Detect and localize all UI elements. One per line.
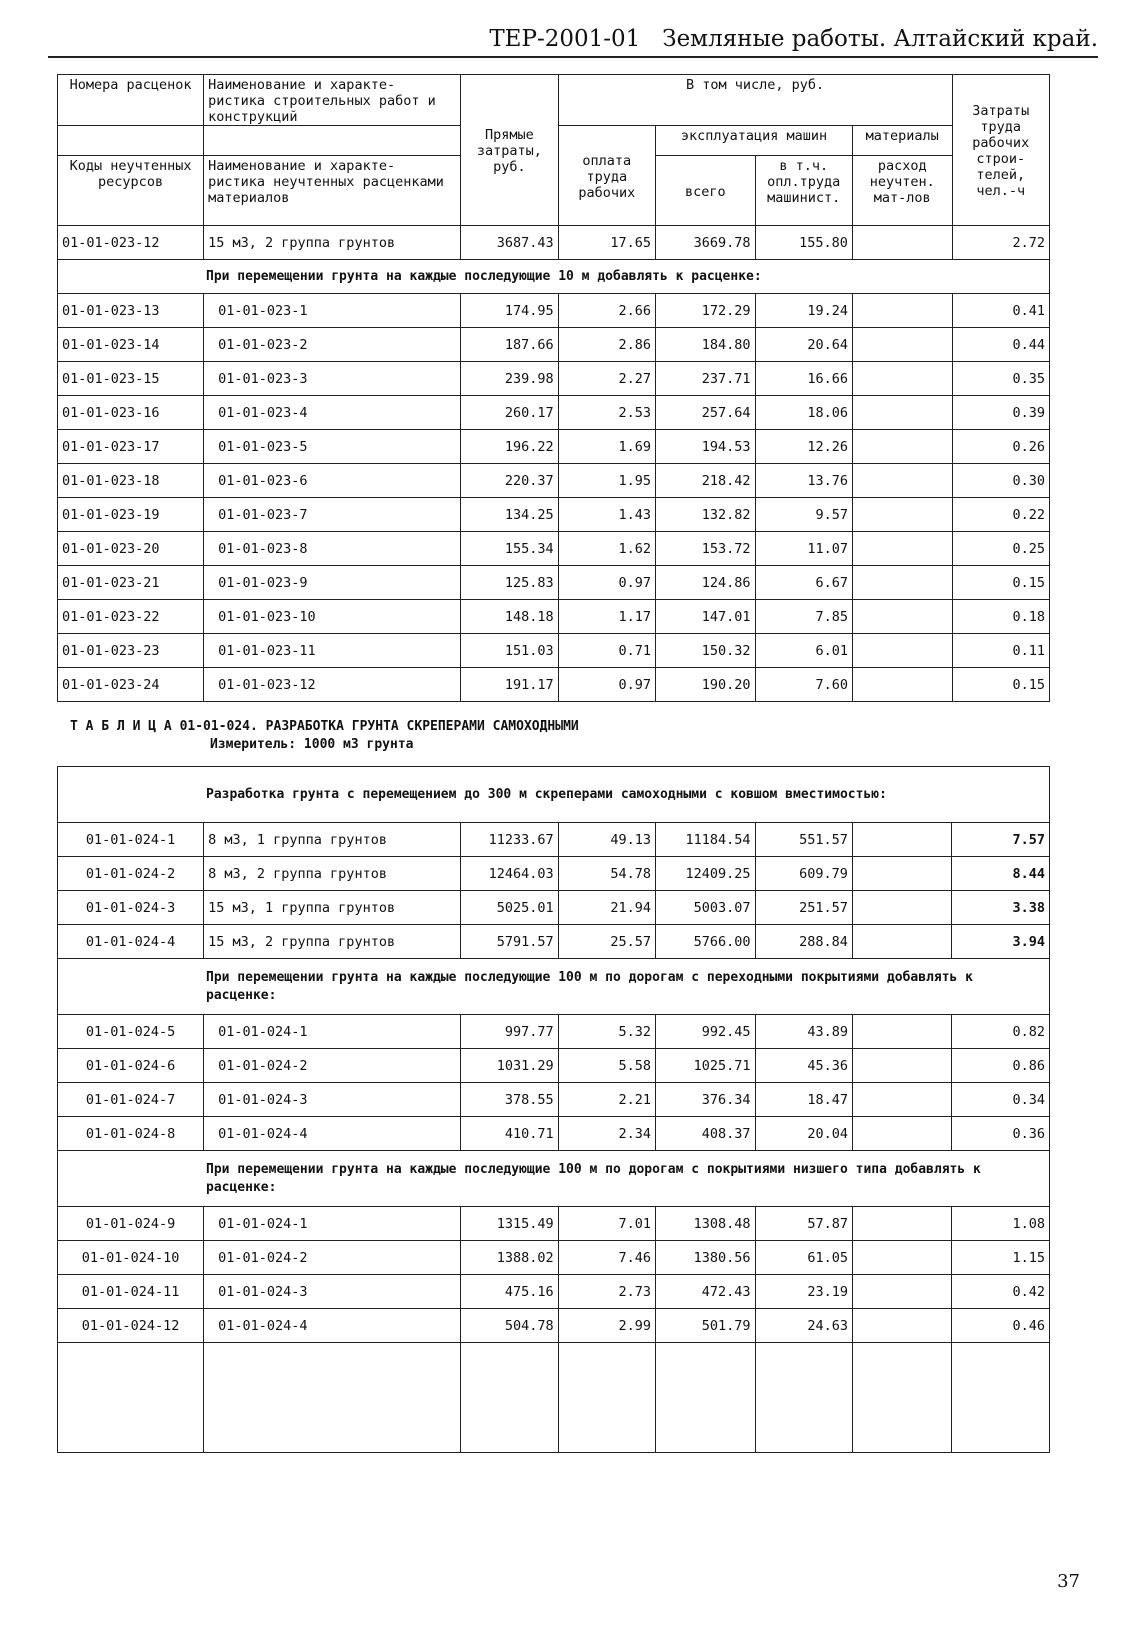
cell-pay: 2.66 <box>558 294 655 328</box>
cell-name: 01-01-024-1 <box>204 1207 461 1241</box>
cell-pay: 1.69 <box>558 430 655 464</box>
cell-labor: 0.26 <box>952 430 1050 464</box>
cell-name: 01-01-023-8 <box>204 532 461 566</box>
col-incl: В том числе, руб. <box>558 75 952 126</box>
table-row <box>58 362 1050 396</box>
cell-direct: 260.17 <box>461 396 558 430</box>
cell-direct: 11233.67 <box>461 823 558 857</box>
cell-code: 01-01-023-13 <box>58 294 204 328</box>
cell-direct: 187.66 <box>461 328 558 362</box>
table-row <box>58 464 1050 498</box>
cell-mach: 184.80 <box>656 328 756 362</box>
cell-pay: 0.71 <box>558 634 655 668</box>
cell-driver: 16.66 <box>755 362 852 396</box>
cell-driver: 11.07 <box>755 532 852 566</box>
cell-code: 01-01-024-4 <box>58 925 204 959</box>
cell-driver: 288.84 <box>755 925 852 959</box>
cell-pay: 1.17 <box>558 600 655 634</box>
cell-driver: 18.47 <box>755 1083 852 1117</box>
table-row <box>58 891 1050 925</box>
cell-pay: 2.34 <box>558 1117 655 1151</box>
cell-mach: 11184.54 <box>656 823 756 857</box>
cell-driver: 20.64 <box>755 328 852 362</box>
cell-name: 8 м3, 2 группа грунтов <box>204 857 461 891</box>
cell-name: 01-01-024-4 <box>204 1309 461 1343</box>
cell-labor: 3.38 <box>952 891 1050 925</box>
cell-direct: 151.03 <box>461 634 558 668</box>
cell-labor: 0.34 <box>952 1083 1050 1117</box>
cell-labor: 0.30 <box>952 464 1050 498</box>
table-row <box>58 1083 1050 1117</box>
cell-driver: 23.19 <box>755 1275 852 1309</box>
table-row <box>58 1015 1050 1049</box>
cell-name: 01-01-024-2 <box>204 1049 461 1083</box>
cell-code: 01-01-024-1 <box>58 823 204 857</box>
cell-driver: 20.04 <box>755 1117 852 1151</box>
cell-labor: 1.15 <box>952 1241 1050 1275</box>
cell-direct: 125.83 <box>461 566 558 600</box>
cell-pay: 21.94 <box>558 891 655 925</box>
col-mach-driver: в т.ч. опл.труда машинист. <box>755 156 852 226</box>
cell-code: 01-01-024-6 <box>58 1049 204 1083</box>
cell-code: 01-01-024-2 <box>58 857 204 891</box>
cell-labor: 0.42 <box>952 1275 1050 1309</box>
cell-mach: 218.42 <box>656 464 756 498</box>
cell-labor: 8.44 <box>952 857 1050 891</box>
table-row <box>58 1241 1050 1275</box>
cell-labor: 0.15 <box>952 668 1050 702</box>
cell-name: 01-01-023-4 <box>204 396 461 430</box>
cell-direct: 220.37 <box>461 464 558 498</box>
cell-driver: 45.36 <box>755 1049 852 1083</box>
col-machines: эксплуатация машин <box>656 126 853 156</box>
table-row: 01-01-023-12 15 м3, 2 группа грунтов 3687.43 17.65 3669.78 155.80 2.72 <box>58 226 1050 260</box>
cell-driver: 12.26 <box>755 430 852 464</box>
rates-table-024 <box>57 766 1050 1453</box>
cell-name: 01-01-024-3 <box>204 1275 461 1309</box>
cell-mach: 501.79 <box>656 1309 756 1343</box>
cell-direct: 196.22 <box>461 430 558 464</box>
cell-name: 01-01-023-1 <box>204 294 461 328</box>
cell-mach: 12409.25 <box>656 857 756 891</box>
cell-direct: 410.71 <box>461 1117 558 1151</box>
cell-pay: 5.58 <box>558 1049 655 1083</box>
table-row <box>58 1275 1050 1309</box>
cell-driver: 6.01 <box>755 634 852 668</box>
cell-driver: 19.24 <box>755 294 852 328</box>
cell-code: 01-01-023-19 <box>58 498 204 532</box>
cell-labor: 0.18 <box>952 600 1050 634</box>
cell-code: 01-01-024-12 <box>58 1309 204 1343</box>
cell-driver: 6.67 <box>755 566 852 600</box>
col-resource-name: Наименование и характе- ристика неучтенных расценками материалов <box>204 156 461 226</box>
table-row <box>58 1049 1050 1083</box>
cell-driver: 609.79 <box>755 857 852 891</box>
empty-row <box>58 1343 1050 1453</box>
cell-labor: 0.39 <box>952 396 1050 430</box>
cell-labor: 0.41 <box>952 294 1050 328</box>
cell-mach: 257.64 <box>656 396 756 430</box>
cell-code: 01-01-023-24 <box>58 668 204 702</box>
col-codes: Коды неучтенных ресурсов <box>58 156 204 226</box>
cell-pay: 2.27 <box>558 362 655 396</box>
table-row <box>58 600 1050 634</box>
cell-mach: 237.71 <box>656 362 756 396</box>
cell-mach: 1380.56 <box>656 1241 756 1275</box>
cell-direct: 997.77 <box>461 1015 558 1049</box>
col-direct-costs: Прямые затраты, руб. <box>461 75 558 226</box>
cell-direct: 155.34 <box>461 532 558 566</box>
cell-code: 01-01-024-10 <box>58 1241 204 1275</box>
cell-name: 01-01-023-12 <box>204 668 461 702</box>
cell-mach: 153.72 <box>656 532 756 566</box>
cell-driver: 7.85 <box>755 600 852 634</box>
cell-code: 01-01-023-14 <box>58 328 204 362</box>
cell-labor: 0.11 <box>952 634 1050 668</box>
table-row <box>58 823 1050 857</box>
cell-name: 01-01-023-11 <box>204 634 461 668</box>
page-header <box>48 22 1098 58</box>
cell-driver: 13.76 <box>755 464 852 498</box>
cell-direct: 378.55 <box>461 1083 558 1117</box>
table-row <box>58 1309 1050 1343</box>
cell-driver: 43.89 <box>755 1015 852 1049</box>
col-labor: Затраты труда рабочих строи- телей, чел.-ч <box>952 75 1050 226</box>
cell-name: 01-01-024-1 <box>204 1015 461 1049</box>
section-note: При перемещении грунта на каждые последующие 10 м добавлять к расценке: <box>58 260 1050 294</box>
cell-pay: 1.43 <box>558 498 655 532</box>
table-caption: Т А Б Л И Ц А 01-01-024. РАЗРАБОТКА ГРУНТА СКРЕПЕРАМИ САМОХОДНЫМИ Измеритель: 1000 м3 грунта <box>70 719 579 752</box>
cell-name: 01-01-023-10 <box>204 600 461 634</box>
cell-code: 01-01-023-16 <box>58 396 204 430</box>
table-row <box>58 668 1050 702</box>
cell-direct: 475.16 <box>461 1275 558 1309</box>
cell-direct: 1031.29 <box>461 1049 558 1083</box>
cell-mach: 194.53 <box>656 430 756 464</box>
section-note: Разработка грунта с перемещением до 300 м скреперами самоходными с ковшом вместимостью: <box>58 767 1050 823</box>
table-row <box>58 1117 1050 1151</box>
cell-pay: 5.32 <box>558 1015 655 1049</box>
cell-mach: 5003.07 <box>656 891 756 925</box>
cell-labor: 0.46 <box>952 1309 1050 1343</box>
cell-labor: 0.22 <box>952 498 1050 532</box>
cell-direct: 174.95 <box>461 294 558 328</box>
table-row <box>58 1207 1050 1241</box>
header-row-1 <box>58 75 1050 126</box>
cell-driver: 251.57 <box>755 891 852 925</box>
col-mach-total: всего <box>656 156 756 226</box>
cell-name: 01-01-024-2 <box>204 1241 461 1275</box>
cell-name: 01-01-023-9 <box>204 566 461 600</box>
cell-mach: 1025.71 <box>656 1049 756 1083</box>
cell-code: 01-01-023-17 <box>58 430 204 464</box>
cell-pay: 7.46 <box>558 1241 655 1275</box>
cell-name: 01-01-023-5 <box>204 430 461 464</box>
cell-name: 01-01-024-3 <box>204 1083 461 1117</box>
cell-labor: 7.57 <box>952 823 1050 857</box>
cell-driver: 18.06 <box>755 396 852 430</box>
cell-pay: 2.86 <box>558 328 655 362</box>
cell-mach: 1308.48 <box>656 1207 756 1241</box>
cell-direct: 5025.01 <box>461 891 558 925</box>
cell-code: 01-01-023-20 <box>58 532 204 566</box>
col-rate-name: Наименование и характе- ристика строительных работ и конструкций <box>204 75 461 126</box>
section-note: При перемещении грунта на каждые последующие 100 м по дорогам с покрытиями низшего типа добавлять к расценке: <box>58 1151 1050 1207</box>
table-row <box>58 498 1050 532</box>
cell-code: 01-01-023-22 <box>58 600 204 634</box>
cell-name: 01-01-023-3 <box>204 362 461 396</box>
cell-code: 01-01-023-18 <box>58 464 204 498</box>
cell-name: 15 м3, 2 группа грунтов <box>204 925 461 959</box>
cell-name: 15 м3, 1 группа грунтов <box>204 891 461 925</box>
cell-mach: 376.34 <box>656 1083 756 1117</box>
cell-pay: 1.95 <box>558 464 655 498</box>
cell-labor: 0.15 <box>952 566 1050 600</box>
cell-pay: 0.97 <box>558 668 655 702</box>
rates-table-023 <box>57 74 1050 702</box>
cell-code: 01-01-024-7 <box>58 1083 204 1117</box>
cell-name: 01-01-023-2 <box>204 328 461 362</box>
table-row <box>58 328 1050 362</box>
cell-labor: 0.36 <box>952 1117 1050 1151</box>
col-mat-use: расход неучтен. мат-лов <box>852 156 952 226</box>
cell-mach: 172.29 <box>656 294 756 328</box>
cell-pay: 0.97 <box>558 566 655 600</box>
cell-direct: 12464.03 <box>461 857 558 891</box>
cell-pay: 2.21 <box>558 1083 655 1117</box>
col-materials: материалы <box>852 126 952 156</box>
cell-mach: 132.82 <box>656 498 756 532</box>
cell-labor: 0.86 <box>952 1049 1050 1083</box>
table-row <box>58 566 1050 600</box>
table-row <box>58 532 1050 566</box>
cell-driver: 9.57 <box>755 498 852 532</box>
cell-pay: 49.13 <box>558 823 655 857</box>
col-pay: оплата труда рабочих <box>558 126 655 226</box>
cell-pay: 2.99 <box>558 1309 655 1343</box>
cell-direct: 504.78 <box>461 1309 558 1343</box>
cell-code: 01-01-023-15 <box>58 362 204 396</box>
cell-name: 01-01-023-7 <box>204 498 461 532</box>
cell-labor: 0.82 <box>952 1015 1050 1049</box>
table-row <box>58 857 1050 891</box>
cell-code: 01-01-024-9 <box>58 1207 204 1241</box>
cell-mach: 147.01 <box>656 600 756 634</box>
cell-direct: 239.98 <box>461 362 558 396</box>
table-row <box>58 396 1050 430</box>
cell-name: 8 м3, 1 группа грунтов <box>204 823 461 857</box>
cell-direct: 134.25 <box>461 498 558 532</box>
cell-pay: 1.62 <box>558 532 655 566</box>
table-row <box>58 294 1050 328</box>
section-note: При перемещении грунта на каждые последующие 100 м по дорогам с переходными покрытиями добавлять к расценке: <box>58 959 1050 1015</box>
cell-code: 01-01-024-11 <box>58 1275 204 1309</box>
cell-code: 01-01-023-21 <box>58 566 204 600</box>
cell-code: 01-01-024-5 <box>58 1015 204 1049</box>
cell-labor: 3.94 <box>952 925 1050 959</box>
cell-direct: 1315.49 <box>461 1207 558 1241</box>
cell-pay: 7.01 <box>558 1207 655 1241</box>
cell-mach: 190.20 <box>656 668 756 702</box>
cell-mach: 124.86 <box>656 566 756 600</box>
cell-mach: 150.32 <box>656 634 756 668</box>
cell-mach: 5766.00 <box>656 925 756 959</box>
cell-pay: 2.73 <box>558 1275 655 1309</box>
table-row <box>58 634 1050 668</box>
table-row <box>58 430 1050 464</box>
cell-code: 01-01-023-23 <box>58 634 204 668</box>
cell-direct: 1388.02 <box>461 1241 558 1275</box>
cell-mach: 992.45 <box>656 1015 756 1049</box>
col-rate-number: Номера расценок <box>58 75 204 126</box>
cell-pay: 25.57 <box>558 925 655 959</box>
cell-driver: 7.60 <box>755 668 852 702</box>
cell-mach: 472.43 <box>656 1275 756 1309</box>
cell-driver: 551.57 <box>755 823 852 857</box>
cell-mach: 408.37 <box>656 1117 756 1151</box>
cell-labor: 0.44 <box>952 328 1050 362</box>
document-title: ТЕР-2001-01 Земляные работы. Алтайский край. <box>489 26 1098 52</box>
cell-direct: 148.18 <box>461 600 558 634</box>
cell-pay: 2.53 <box>558 396 655 430</box>
cell-direct: 191.17 <box>461 668 558 702</box>
cell-labor: 0.35 <box>952 362 1050 396</box>
page-number: 37 <box>1057 1571 1080 1592</box>
cell-direct: 5791.57 <box>461 925 558 959</box>
cell-name: 01-01-023-6 <box>204 464 461 498</box>
cell-driver: 57.87 <box>755 1207 852 1241</box>
cell-name: 01-01-024-4 <box>204 1117 461 1151</box>
cell-driver: 61.05 <box>755 1241 852 1275</box>
cell-code: 01-01-024-3 <box>58 891 204 925</box>
cell-labor: 1.08 <box>952 1207 1050 1241</box>
cell-pay: 54.78 <box>558 857 655 891</box>
cell-driver: 24.63 <box>755 1309 852 1343</box>
cell-labor: 0.25 <box>952 532 1050 566</box>
cell-code: 01-01-024-8 <box>58 1117 204 1151</box>
table-row <box>58 925 1050 959</box>
